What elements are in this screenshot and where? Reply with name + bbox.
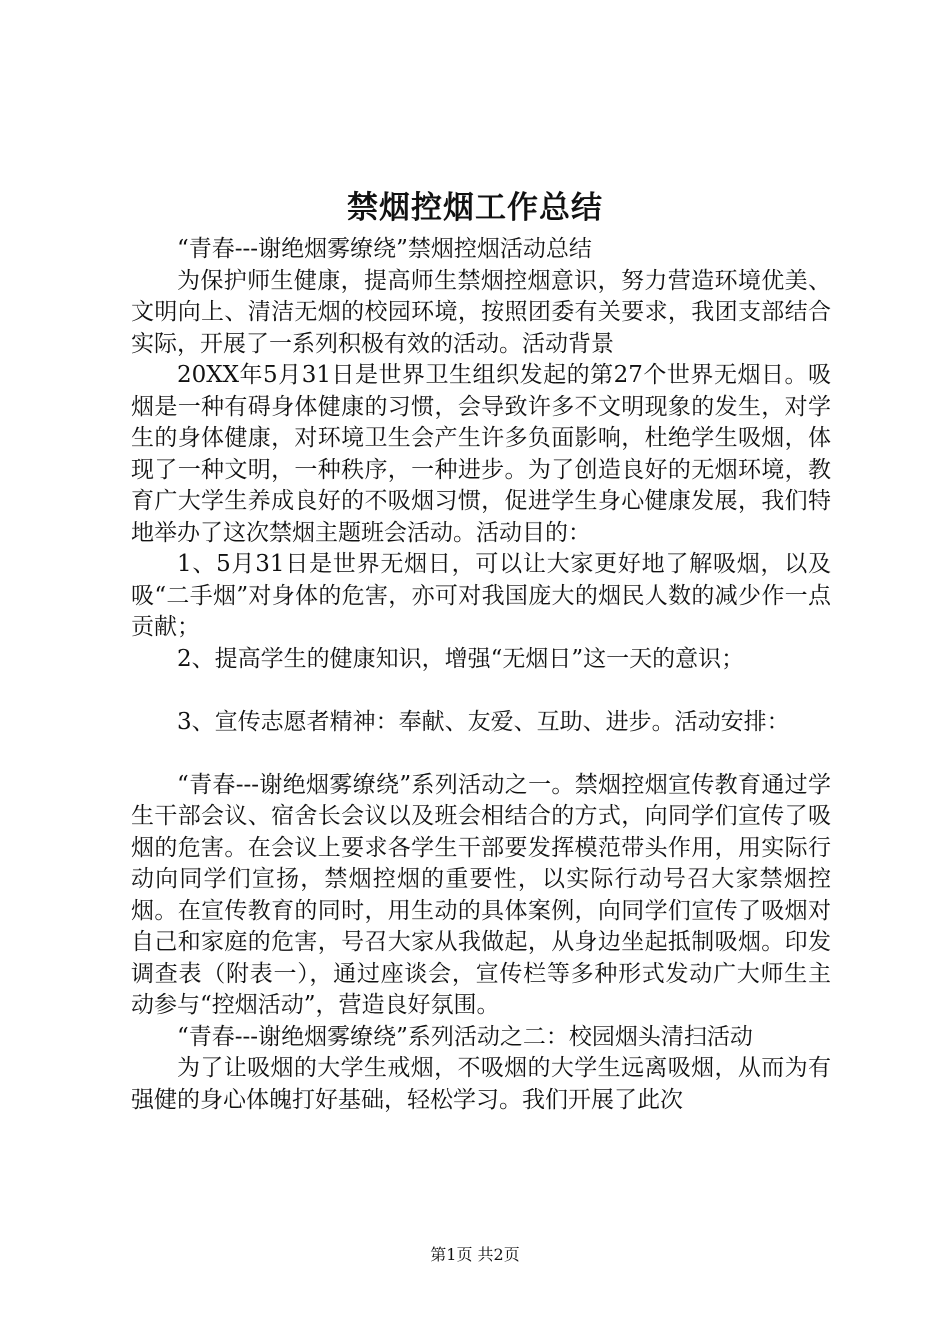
paragraph-purpose-2: 2、提高学生的健康知识，增强“无烟日”这一天的意识； (177, 645, 745, 672)
paragraph-activity-2-heading: “青春---谢绝烟雾缭绕”系列活动之二：校园烟头清扫活动 (177, 1023, 753, 1050)
paragraph-activity-1: “青春---谢绝烟雾缭绕”系列活动之一。禁烟控烟宣传教育通过学生干部会议、宿舍长会议以及班会相结合的方式，向同学们宣传了吸烟的危害。在会议上要求各学生干部要发挥模范带头作用，用实际行动向同学们宣扬，禁烟控烟的重要性，以实际行动号召大家禁烟控烟。在宣传教育的同时，用生动的具体案例，向同学们宣传了吸烟对自己和家庭的危害，号召大家从我做起，从身边坐起抵制吸烟。印发调查表（附表一），通过座谈会，宣传栏等多种形式发动广大师生主动参与“控烟活动”，营造良好氛围。 (131, 771, 831, 1018)
page-number-footer: 第1页 共2页 (430, 1245, 520, 1264)
paragraph-background: 20XX年5月31日是世界卫生组织发起的第27个世界无烟日。吸烟是一种有碍身体健康的习惯，会导致许多不文明现象的发生，对学生的身体健康，对环境卫生会产生许多负面影响，杜绝学生吸烟，体现了一种文明，一种秩序，一种进步。为了创造良好的无烟环境，教育广大学生养成良好的不吸烟习惯，促进学生身心健康发展，我们特地举办了这次禁烟主题班会活动。活动目的： (131, 362, 831, 546)
paragraph-subtitle: “青春---谢绝烟雾缭绕”禁烟控烟活动总结 (177, 236, 592, 262)
paragraph-purpose-1: 1、5月31日是世界无烟日，可以让大家更好地了解吸烟，以及吸“二手烟”对身体的危害，亦可对我国庞大的烟民人数的减少作一点贡献； (131, 551, 831, 640)
paragraph-purpose-3: 3、宣传志愿者精神：奉献、友爱、互助、进步。活动安排： (177, 708, 790, 735)
document-body (131, 234, 831, 1116)
paragraph-intro: 为保护师生健康，提高师生禁烟控烟意识，努力营造环境优美、文明向上、清洁无烟的校园环境，按照团委有关要求，我团支部结合实际，开展了一系列积极有效的活动。活动背景 (131, 267, 831, 357)
document-title: 禁烟控烟工作总结 (347, 190, 603, 226)
paragraph-activity-2-body: 为了让吸烟的大学生戒烟，不吸烟的大学生远离吸烟，从而为有强健的身心体魄打好基础，轻松学习。我们开展了此次 (131, 1055, 831, 1113)
